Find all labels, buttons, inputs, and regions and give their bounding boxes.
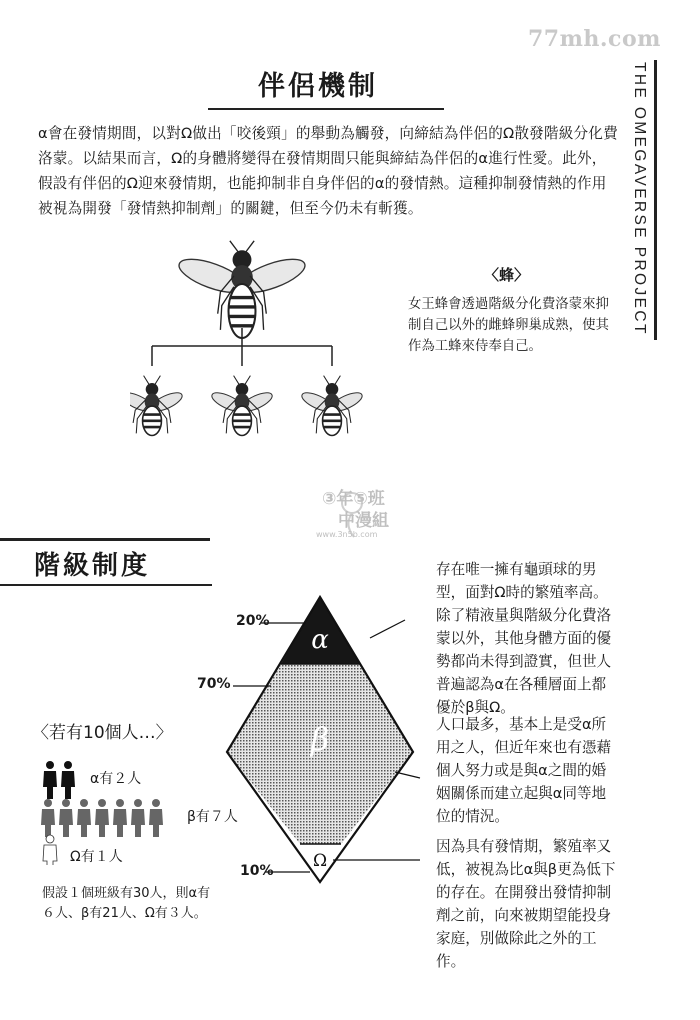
alpha-description: 存在唯一擁有龜頭球的男型，面對Ω時的繁殖率高。除了精液量與階級分化費洛蒙以外，其他身體方面的優勢都尚未得到證實，但世人普遍認為α在各種層面上都優於β與Ω。	[436, 561, 612, 716]
worker-bee-icon	[299, 376, 364, 436]
omega-symbol: Ω	[312, 851, 328, 871]
mate-mechanism-paragraph: α會在發情期間，以對Ω做出「咬後頸」的舉動為觸發，向締結為伴侶的Ω散發階級分化費洛蒙。以結果而言，Ω的身體將變得在發情期間只能與締結為伴侶的α進行性愛。此外，假設有伴侶的Ω迎來發情期，也能抑制非自身伴侶的α的發情熱。這種抑制發情熱的作用被視為開發「發情熱抑制劑」的關鍵，但至今仍未有斬獲。	[38, 125, 618, 217]
title-underline	[208, 108, 444, 110]
scanlator-watermark-url: www.3n5b.com	[316, 530, 378, 539]
beta-description: 人口最多，基本上是受α所用之人，但近年來也有憑藉個人努力或是與α之間的婚姻關係而建立起與α同等地位的情況。	[436, 716, 612, 825]
alpha-symbol: α	[311, 625, 329, 655]
beta-count-label: β有７人	[187, 809, 238, 825]
omega-percentage: 10%	[240, 863, 274, 879]
beta-people-icon	[41, 799, 163, 837]
worker-bee-icon	[130, 376, 185, 436]
bee-hierarchy-illustration	[130, 236, 370, 456]
queen-bee-icon	[175, 241, 309, 338]
omega-person-icon	[43, 835, 57, 865]
section-title-caste-system: 階級制度	[34, 551, 151, 581]
section-title-mate-mechanism: 伴侶機制	[258, 71, 378, 102]
alpha-people-icon	[43, 761, 75, 799]
caste-diamond-chart	[195, 590, 425, 890]
example-title: 〈若有10個人…〉	[32, 723, 173, 743]
scanlator-watermark: ③年⑤班	[322, 489, 385, 509]
side-divider	[654, 60, 657, 340]
omega-description: 因為具有發情期，繁殖率又低，被視為比α與β更為低下的存在。在開發出發情抑制劑之前，向來被期望能投身家庭，別做除此之外的工作。	[436, 838, 616, 970]
site-watermark: 77mh.com	[528, 26, 661, 52]
scanlator-watermark: 中漫組	[338, 511, 389, 531]
title-top-rule	[0, 538, 210, 541]
beta-symbol: β	[310, 720, 330, 758]
worker-bee-icon	[209, 376, 274, 436]
series-side-label: THE OMEGAVERSE PROJECT	[631, 62, 648, 336]
title-underline	[0, 584, 212, 586]
omega-count-label: Ω有１人	[70, 849, 123, 865]
example-note: 假設１個班級有30人，則α有６人、β有21人、Ω有３人。	[42, 886, 211, 921]
bee-label: 〈蜂〉	[484, 266, 530, 284]
alpha-count-label: α有２人	[90, 771, 142, 787]
alpha-percentage: 20%	[236, 613, 270, 629]
bee-description: 女王蜂會透過階級分化費洛蒙來抑制自己以外的雌蜂卵巢成熟，使其作為工蜂來侍奉自己。	[408, 297, 609, 354]
beta-percentage: 70%	[197, 676, 231, 692]
